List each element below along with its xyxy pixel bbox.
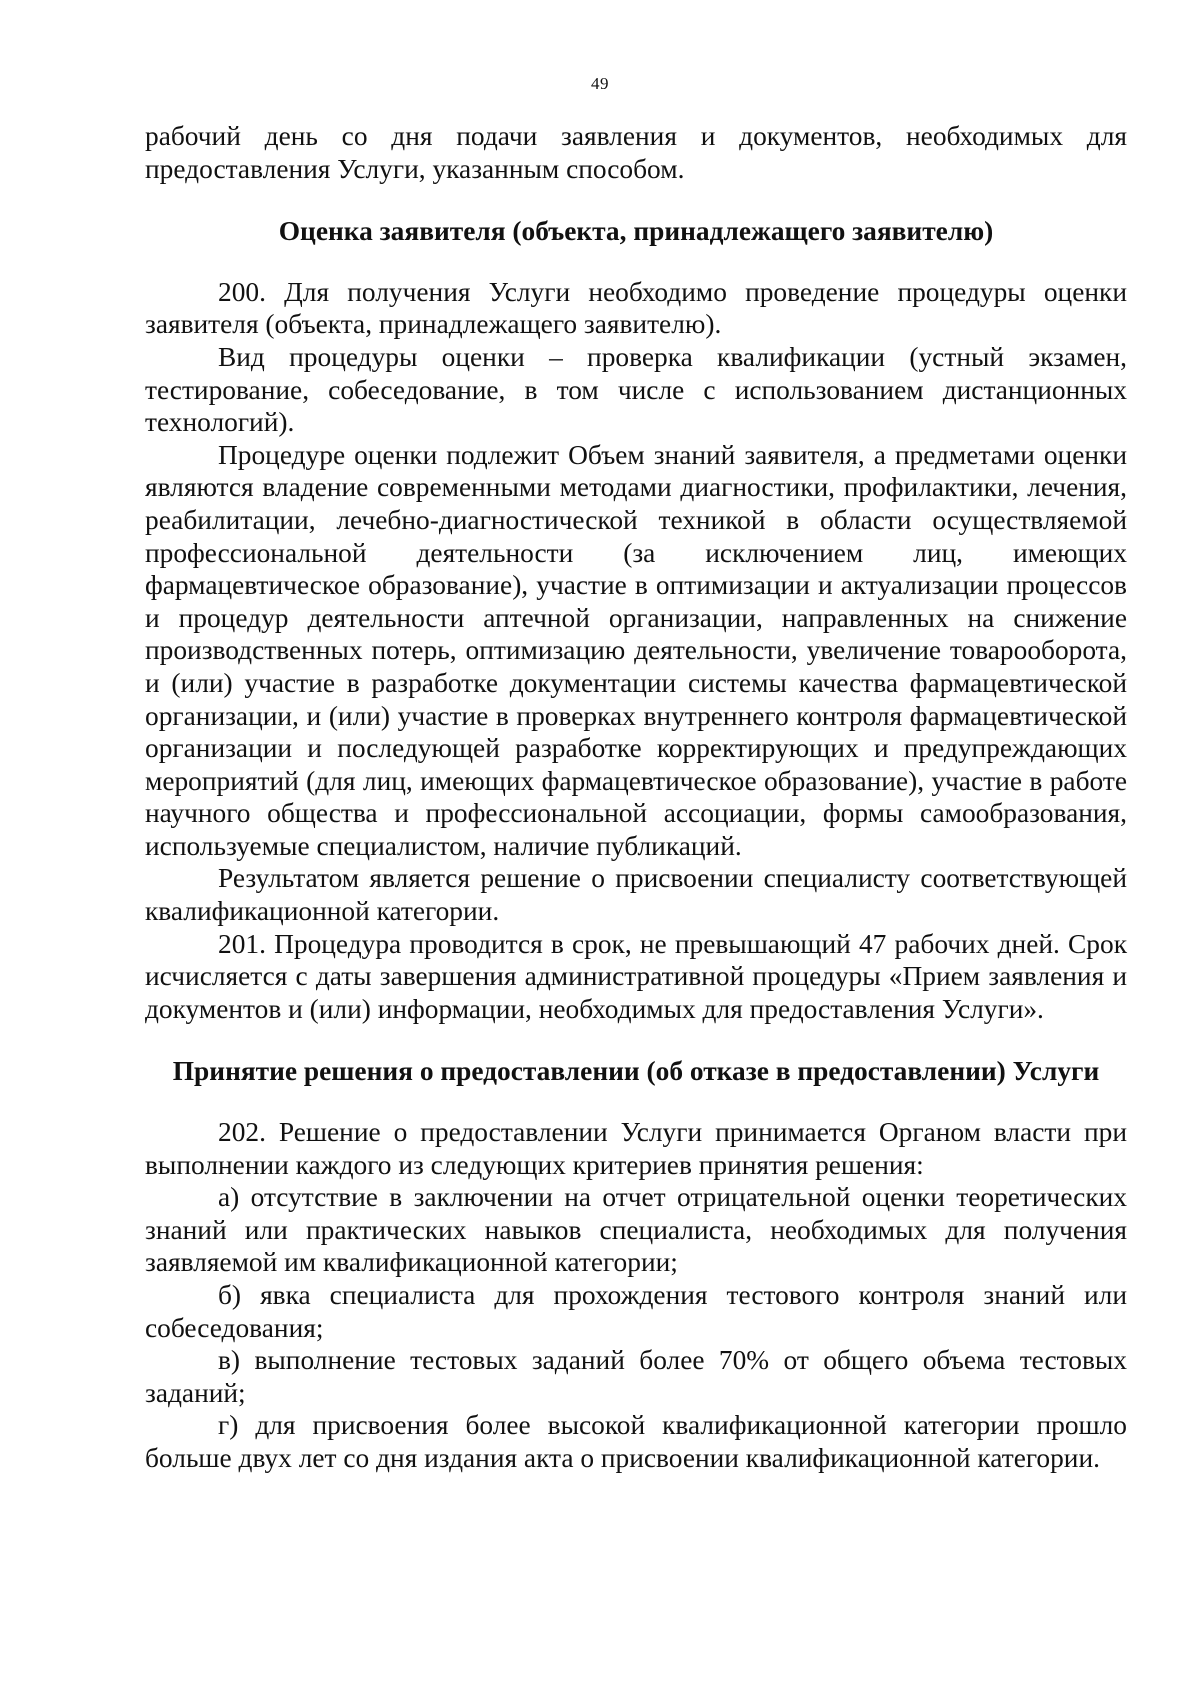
list-item-v: в) выполнение тестовых заданий более 70% от общего объема тестовых заданий; — [145, 1345, 1127, 1408]
paragraph-assessment-subject: Процедуре оценки подлежит Объем знаний заявителя, а предметами оценки являются владение современными методами диагностики, профилактики, лечения, реабилитации, лечебно-диагностической техникой в области осуществляемой профессиональной деятельности (за исключением лиц, имеющих фармацевтическое образование), участие в оптимизации и актуализации процессов и процедур деятельности аптечной организации, направленных на снижение производственных потерь, оптимизацию деятельности, увеличение товарооборота, и (или) участие в разработке документации системы качества фармацевтической организации, и (или) участие в проверках внутреннего контроля фармацевтической организации и последующей разработке корректирующих и предупреждающих мероприятий (для лиц, имеющих фармацевтическое образование), участие в работе научного общества и профессиональной ассоциации, формы самообразования, используемые специалистом, наличие публикаций. — [145, 439, 1127, 861]
paragraph-202: 202. Решение о предоставлении Услуги принимается Органом власти при выполнении каждого из следующих критериев принятия решения: — [145, 1117, 1127, 1180]
section-heading-applicant-assessment: Оценка заявителя (объекта, принадлежащего заявителю) — [278, 216, 994, 247]
page-number: 49 — [591, 74, 609, 93]
section-heading-decision: Принятие решения о предоставлении (об отказе в предоставлении) Услуги — [172, 1056, 1100, 1087]
list-item-a: а) отсутствие в заключении на отчет отрицательной оценки теоретических знаний или практических навыков специалиста, необходимых для получения заявляемой им квалификационной категории; — [145, 1182, 1127, 1278]
paragraph-procedure-type: Вид процедуры оценки – проверка квалификации (устный экзамен, тестирование, собеседование, в том числе с использованием дистанционных технологий). — [145, 341, 1127, 438]
list-item-g: г) для присвоения более высокой квалификационной категории прошло больше двух лет со дня издания акта о присвоении квалификационной категории. — [145, 1410, 1127, 1473]
paragraph-result: Результатом является решение о присвоении специалисту соответствующей квалификационной категории. — [145, 863, 1127, 927]
list-item-b: б) явка специалиста для прохождения тестового контроля знаний или собеседования; — [145, 1280, 1127, 1343]
paragraph-200: 200. Для получения Услуги необходимо проведение процедуры оценки заявителя (объекта, принадлежащего заявителю). — [145, 276, 1127, 340]
document-body — [145, 120, 1127, 1475]
paragraph-continuation: рабочий день со дня подачи заявления и документов, необходимых для предоставления Услуги, указанным способом. — [145, 121, 1127, 184]
paragraph-201: 201. Процедура проводится в срок, не превышающий 47 рабочих дней. Срок исчисляется с даты завершения административной процедуры «Прием заявления и документов и (или) информации, необходимых для предоставления Услуги». — [145, 928, 1127, 1024]
